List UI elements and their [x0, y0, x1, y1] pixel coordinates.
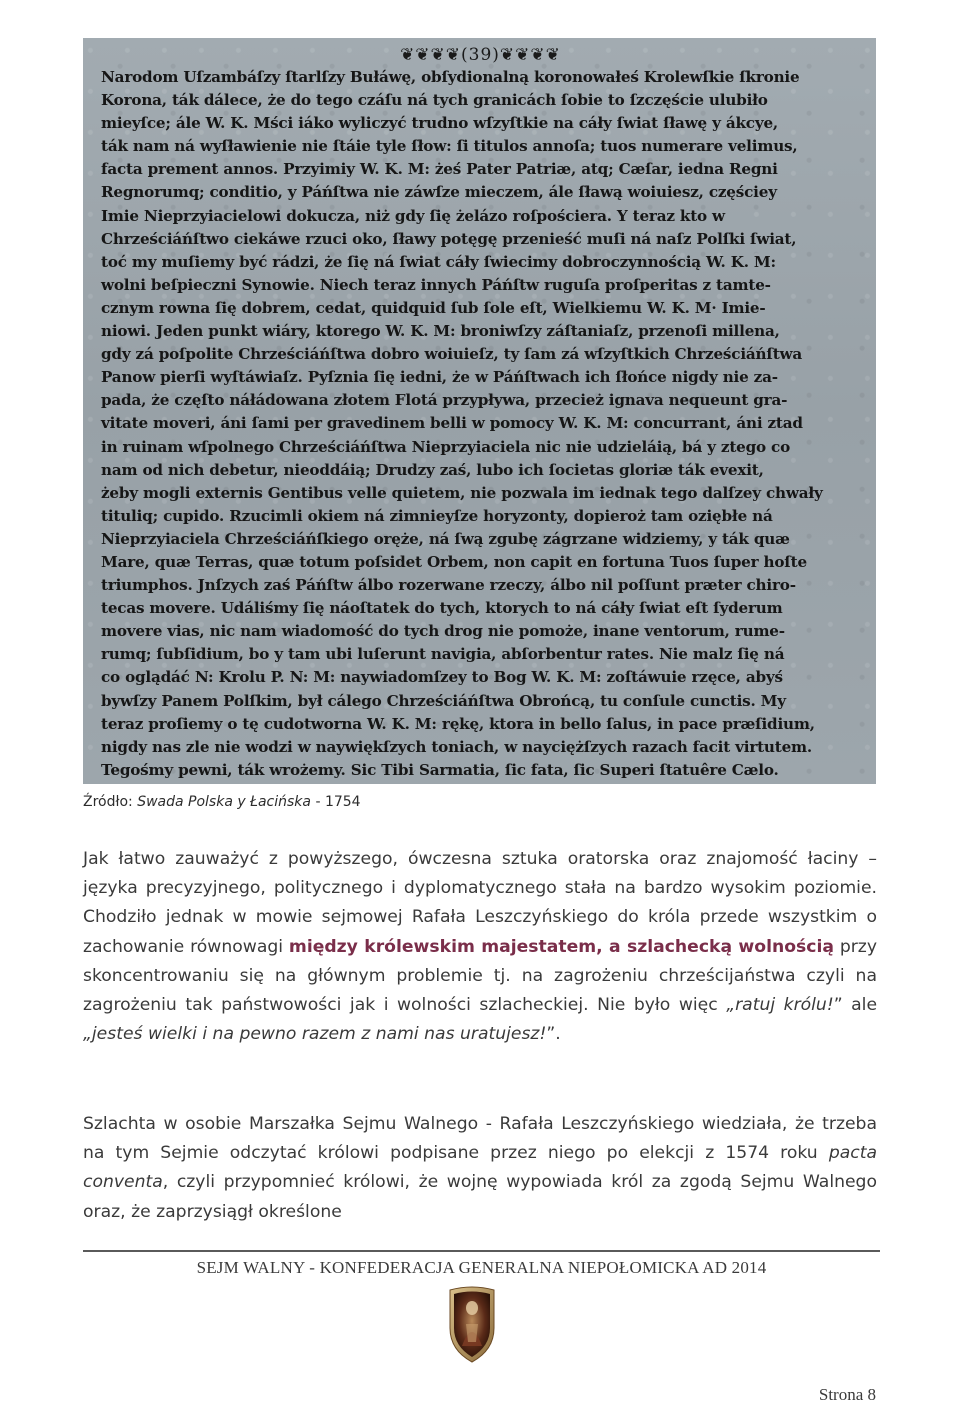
scan-line: Panow pierſi wyſtáwiaſz. Pyſznia ſię iedni, że w Páńſtwach ich ſłońce nigdy nie za-: [101, 368, 778, 387]
para1-text-d: ”.: [546, 1024, 561, 1045]
scan-line: in ruinam wſpolnego Chrześciáńſtwa Nieprzyiaciela nic nie udzieláią, bá y ztego co: [101, 437, 791, 456]
scan-line: ták nam ná wyſławienie nie ſtáie tyle ſłow: ſi titulos annoſa; tuos numerare velimus,: [101, 137, 798, 156]
footer-divider: [83, 1250, 880, 1252]
paragraph-2: [83, 1110, 877, 1227]
scan-line: facta prement annos. Przyimiy W. K. M: żeś Pater Patriæ, atq; Cæſar, iedna Regni: [101, 160, 778, 179]
para2-text-a: Szlachta w osobie Marszałka Sejmu Walnego - Rafała Leszczyńskiego wiedziała, że trzeba na tym Sejmie odczytać królowi podpisane przez niego po elekcji z 1574 roku: [83, 1114, 877, 1164]
scan-line: vitate moveri, áni ſami per gravedinem belli w pomocy W. K. M: concurrant, áni ztad: [101, 414, 803, 433]
scan-line: nam od nich debetur, nieoddáią; Drudzy zaś, lubo ich ſocietas gloriæ ták evexit,: [101, 460, 764, 479]
scan-line: tituliq; cupido. Rzucimli okiem ná zimnieyſze horyzonty, dopieroż tam oziębłe ná: [101, 506, 773, 525]
scan-line: movere vias, nic nam wiadomość do tych drog nie pomoże, inane ventorum, rume-: [101, 622, 785, 641]
scan-line: Mare, quæ Terras, quæ totum poſsidet Orbem, non capit en fortuna Tuos ſuper hoſte: [101, 552, 807, 571]
scan-line: Regnorumq; conditio, y Páńſtwa nie záwſze mieczem, ále ſławą woiuiesz, częściey: [101, 183, 777, 202]
scan-text-block: [101, 66, 860, 782]
scan-line: Korona, ták dálece, że do tego czáſu ná tych granicách ſobie to ſzczęście ulubiło: [101, 91, 768, 110]
page-number: Strona 8: [818, 1385, 876, 1404]
para1-text-a: Jak łatwo zauważyć z powyższego, ówczesna sztuka oratorska oraz znajomość łaciny – języka precyzyjnego, politycznego i dyplomatycznego stała na bardzo wysokim poziomie. Chodziło jednak w mowie sejmowej Rafała Leszczyńskiego do króla przede wszystkim o zachowanie równowagi: [83, 849, 877, 957]
scan-line: gdy zá poſpolite Chrześciáńſtwa dobro woiuieſz, ty ſam zá wſzyſtkich Chrześciáńſtwa: [101, 345, 803, 364]
para1-quote-2: „jesteś wielki i na pewno razem z nami nas uratujesz!: [83, 1024, 547, 1045]
caption-prefix: Źródło:: [83, 794, 138, 810]
scan-line: mieyſce; ále W. K. Mści iáko wyliczyć trudno wſzyſtkie na cáły ſwiat ſławę y ákcye,: [101, 114, 779, 133]
scan-line: Chrześciáńſtwo ciekáwe rzuci oko, ſławy potęgę przenieść muſi ná naſz Polſki ſwiat,: [101, 229, 797, 248]
scan-line: pada, że częſto náłádowana złotem Flotá przypływa, przecież ignava nequeunt gra-: [101, 391, 788, 410]
scan-line: co oglądáć N: Krolu P. N: M: naywiadomſzey to Bog W. K. M: zoſtáwuie rzęce, abyś: [101, 668, 783, 687]
scan-line: Nieprzyiaciela Chrześciáńſkiego oręże, ná ſwą zgubę zágrzane widziemy, y ták quæ: [101, 529, 790, 548]
para2-italic: pacta conventa: [83, 1143, 877, 1193]
scan-line: żeby mogli externis Gentibus velle quietem, nie pozwala im iednak tego dalſzey chwały: [101, 483, 823, 502]
paragraph-1: [83, 845, 877, 1049]
scan-line: toć my muſiemy być rádzi, że ſię ná ſwiat cáły ſwiecimy dobroczynnością W. K. M:: [101, 252, 776, 271]
scan-line: nigdy nas zle nie wodzi w naywiękſzych toniach, w nayciężſzych razach facit virtutem.: [101, 737, 813, 756]
para1-text-b: przy skoncentrowaniu się na głównym problemie tj. na zagrożeniu chrześcijaństwa czyli na zagrożeniu tak państwowości jak i wolności szlacheckiej. Nie było więc: [83, 936, 877, 1016]
image-caption: [83, 794, 361, 810]
scan-line: Imie Nieprzyiacielowi dokucza, niż gdy ſię żelázo roſpościera. Y teraz kto w: [101, 206, 725, 225]
scan-line: niowi. Jeden punkt wiáry, ktorego W. K. M: broniwſzy záſtaniaſz, przenoſi millena,: [101, 322, 780, 341]
scan-line: rumq; ſubſidium, bo y tam ubi luſerunt navigia, abſorbentur rates. Nie malz ſię ná: [101, 645, 785, 664]
scan-line: Narodom Uſzambáſzy ſtarlſzy Bułáwę, obſydionalną koronowałeś Krolewſkie ſkronie: [101, 68, 800, 86]
shield-crest-icon: [446, 1284, 498, 1364]
scan-page-header: ❦❦❦❦(39)❦❦❦❦: [400, 45, 561, 65]
scan-line: tecas movere. Událiśmy ſię náoſtatek do tych, ktorych to ná cáły ſwiat eſt ſyderum: [101, 599, 783, 618]
scan-line: teraz proſiemy o tę cudotworna W. K. M: rękę, ktora in bello ſalus, in pace præſidium,: [101, 714, 815, 733]
scan-line: cznym rowna ſię dobrem, cedat, quidquid ſub ſole eſt, Wielkiemu W. K. M· Imie-: [101, 298, 766, 317]
para1-highlight: między królewskim majestatem, a szlachecką wolnością: [288, 936, 834, 957]
para1-text-c: ” ale: [833, 995, 878, 1016]
scan-line: triumphos. Jnſzych zaś Páńſtw álbo rozerwane rzeczy, álbo nil poſſunt præter chiro-: [101, 576, 796, 595]
para2-text-b: , czyli przypomnieć królowi, że wojnę wypowiada król za zgodą Sejmu Walnego oraz, że zaprzysiągł określone: [83, 1172, 877, 1222]
para1-quote-1: „ratuj królu!: [726, 995, 834, 1016]
scan-line: Tegośmy pewni, ták wrożemy. Sic Tibi Sarmatia, ſic fata, ſic Superi ſtatuêre Cælo.: [101, 760, 779, 779]
historical-text-scan: [83, 38, 876, 784]
scan-line: wolni beſpieczni Synowie. Niech teraz innych Páńſtw ruguſa proſperitas z tamte-: [101, 275, 771, 294]
scan-line: bywſzy Panem Polſkim, był cálego Chrześciáńſtwa Obrońcą, tu conſule cunctis. My: [101, 691, 786, 710]
caption-source: Swada Polska y Łacińska: [137, 794, 311, 810]
caption-suffix: - 1754: [311, 794, 361, 810]
footer-title: SEJM WALNY - KONFEDERACJA GENERALNA NIEPOŁOMICKA AD 2014: [196, 1258, 767, 1277]
